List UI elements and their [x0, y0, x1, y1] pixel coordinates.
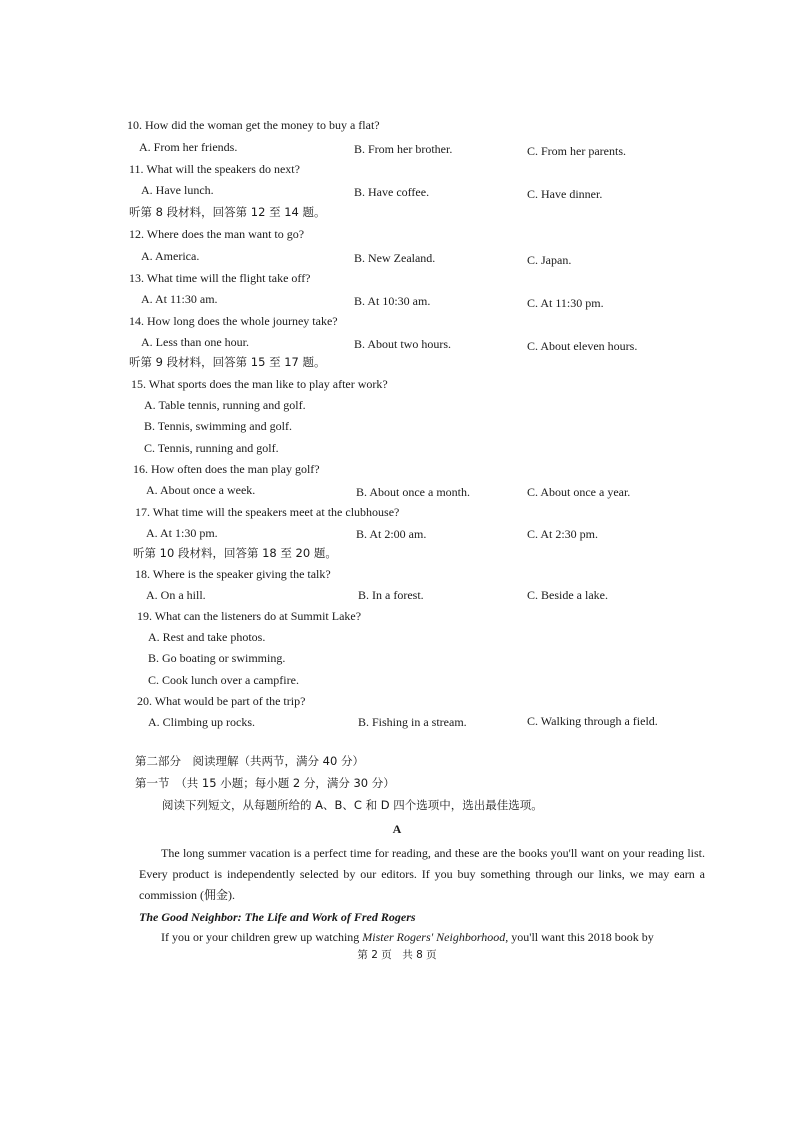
- option-16-a: A. About once a week.: [146, 483, 256, 497]
- option-19-b: B. Go boating or swimming.: [148, 651, 286, 665]
- question-19: 19. What can the listeners do at Summit Lake?: [137, 609, 362, 623]
- option-13-a: A. At 11:30 am.: [141, 292, 218, 306]
- option-17-c: C. At 2:30 pm.: [527, 527, 599, 541]
- option-15-b: B. Tennis, swimming and golf.: [144, 419, 292, 433]
- option-17-a: A. At 1:30 pm.: [146, 526, 218, 540]
- question-17: 17. What time will the speakers meet at the clubhouse?: [135, 505, 400, 519]
- section1-heading: 第一节 （共 15 小题；每小题 2 分，满分 30 分）: [135, 776, 395, 790]
- paragraph-2-text: If you or your children grew up watching: [161, 930, 363, 944]
- option-11-c: C. Have dinner.: [527, 187, 603, 201]
- tv-show-title: Mister Rogers' Neighborhood: [362, 930, 506, 944]
- option-11-b: B. Have coffee.: [354, 185, 430, 199]
- option-16-c: C. About once a year.: [527, 485, 631, 499]
- paragraph-2-text-end: , you'll want this 2018 book by: [505, 930, 654, 944]
- option-11-a: A. Have lunch.: [141, 183, 214, 197]
- option-18-b: B. In a forest.: [358, 588, 424, 602]
- option-18-c: C. Beside a lake.: [527, 588, 608, 602]
- option-19-c: C. Cook lunch over a campfire.: [148, 673, 299, 687]
- question-20: 20. What would be part of the trip?: [137, 694, 306, 708]
- instruction-segment-8: 听第 8 段材料，回答第 12 至 14 题。: [129, 205, 326, 219]
- page-footer: 第 2 页 共 8 页: [357, 949, 437, 961]
- option-12-a: A. America.: [141, 249, 200, 263]
- option-12-b: B. New Zealand.: [354, 251, 436, 265]
- option-10-c: C. From her parents.: [527, 144, 626, 158]
- option-10-a: A. From her friends.: [139, 140, 238, 154]
- reading-directions: 阅读下列短文，从每题所给的 A、B、C 和 D 四个选项中，选出最佳选项。: [162, 798, 543, 812]
- book-title: The Good Neighbor: The Life and Work of Fred Rogers: [139, 910, 416, 924]
- passage-paragraph-2: [161, 929, 705, 945]
- option-14-b: B. About two hours.: [354, 337, 452, 351]
- passage-paragraph-1: The long summer vacation is a perfect time for reading, and these are the books you'll want on your reading list. Every product is independently selected by our editors. If you buy something through our links, we may earn a commission (佣金).: [139, 846, 705, 902]
- question-11: 11. What will the speakers do next?: [129, 162, 300, 176]
- option-18-a: A. On a hill.: [146, 588, 206, 602]
- passage-label: A: [392, 822, 402, 836]
- question-15: 15. What sports does the man like to play after work?: [131, 377, 388, 391]
- option-10-b: B. From her brother.: [354, 142, 453, 156]
- question-16: 16. How often does the man play golf?: [133, 462, 320, 476]
- option-19-a: A. Rest and take photos.: [148, 630, 266, 644]
- option-20-b: B. Fishing in a stream.: [358, 715, 467, 729]
- option-12-c: C. Japan.: [527, 253, 572, 267]
- question-18: 18. Where is the speaker giving the talk?: [135, 567, 331, 581]
- question-12: 12. Where does the man want to go?: [129, 227, 305, 241]
- option-13-b: B. At 10:30 am.: [354, 294, 431, 308]
- option-20-c: C. Walking through a field.: [527, 714, 658, 728]
- option-14-c: C. About eleven hours.: [527, 339, 638, 353]
- option-16-b: B. About once a month.: [356, 485, 470, 499]
- option-15-a: A. Table tennis, running and golf.: [144, 398, 306, 412]
- part2-heading: 第二部分 阅读理解（共两节，满分 40 分）: [135, 754, 364, 768]
- option-15-c: C. Tennis, running and golf.: [144, 441, 279, 455]
- instruction-segment-9: 听第 9 段材料，回答第 15 至 17 题。: [129, 355, 326, 369]
- question-14: 14. How long does the whole journey take?: [129, 314, 338, 328]
- option-13-c: C. At 11:30 pm.: [527, 296, 604, 310]
- option-14-a: A. Less than one hour.: [141, 335, 249, 349]
- option-17-b: B. At 2:00 am.: [356, 527, 427, 541]
- question-13: 13. What time will the flight take off?: [129, 271, 311, 285]
- instruction-segment-10: 听第 10 段材料，回答第 18 至 20 题。: [133, 546, 337, 560]
- question-10: 10. How did the woman get the money to buy a flat?: [127, 118, 380, 132]
- option-20-a: A. Climbing up rocks.: [148, 715, 255, 729]
